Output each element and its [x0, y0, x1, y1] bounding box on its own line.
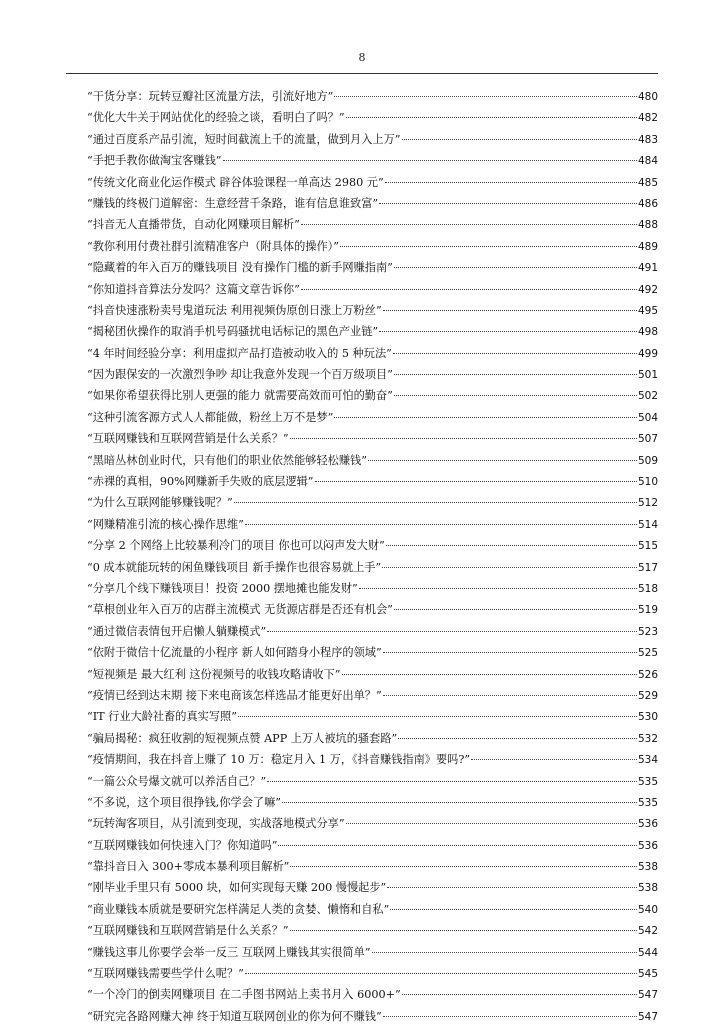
page-number: 8	[358, 51, 366, 64]
toc-dot-leader	[245, 973, 637, 974]
toc-entry-page-number: 525	[637, 647, 658, 660]
toc-entry-title: “依附于微信十亿流量的小程序 新人如何踏身小程序的领域”	[87, 646, 382, 660]
toc-entry-page-number: 544	[637, 946, 658, 959]
toc-entry[interactable]	[87, 877, 658, 898]
toc-entry-title: “互联网赚钱和互联网营销是什么关系？”	[87, 432, 289, 446]
toc-entry-page-number: 488	[637, 219, 658, 232]
toc-entry[interactable]	[87, 129, 658, 150]
toc-entry-page-number: 534	[637, 754, 658, 767]
toc-entry-page-number: 489	[637, 240, 658, 253]
toc-dot-leader	[394, 374, 637, 375]
toc-entry-title: “商业赚钱本质就是要研究怎样满足人类的贪婪、懒惰和自私”	[87, 902, 390, 916]
toc-entry-page-number: 501	[637, 369, 658, 382]
toc-dot-leader	[278, 845, 637, 846]
toc-dot-leader	[346, 823, 637, 824]
toc-entry-page-number: 526	[637, 668, 658, 681]
toc-entry[interactable]	[87, 621, 658, 642]
toc-entry[interactable]	[87, 835, 658, 856]
header-rule	[66, 73, 658, 74]
toc-dot-leader	[267, 631, 637, 632]
toc-entry-page-number: 530	[637, 711, 658, 724]
toc-dot-leader	[387, 887, 637, 888]
toc-entry[interactable]	[87, 578, 658, 599]
toc-entry[interactable]	[87, 514, 658, 535]
toc-dot-leader	[393, 353, 637, 354]
toc-dot-leader	[290, 438, 637, 439]
toc-entry-title: “互联网赚钱需要些学什么呢？”	[87, 967, 244, 981]
toc-entry-title: “因为跟保安的一次激烈争吵 却让我意外发现一个百万级项目”	[87, 368, 393, 382]
toc-entry[interactable]	[87, 535, 658, 556]
toc-entry[interactable]	[87, 300, 658, 321]
toc-entry[interactable]	[87, 792, 658, 813]
toc-entry-page-number: 517	[637, 561, 658, 574]
toc-entry-title: “为什么互联网能够赚钱呢？”	[87, 496, 233, 510]
toc-entry[interactable]	[87, 364, 658, 385]
toc-entry[interactable]	[87, 343, 658, 364]
toc-entry-page-number: 491	[637, 262, 658, 275]
toc-entry-title: “IT 行业大龄社畜的真实写照”	[87, 710, 237, 724]
toc-entry-page-number: 523	[637, 625, 658, 638]
toc-entry[interactable]	[87, 942, 658, 963]
toc-entry-page-number: 492	[637, 283, 658, 296]
toc-entry-page-number: 482	[637, 112, 658, 125]
toc-entry[interactable]	[87, 172, 658, 193]
toc-dot-leader	[359, 588, 637, 589]
toc-entry-title: “分享 2 个网络上比较暴利冷门的项目 你也可以闷声发大财”	[87, 539, 385, 553]
toc-entry-page-number: 515	[637, 540, 658, 553]
toc-entry[interactable]	[87, 599, 658, 620]
toc-entry[interactable]	[87, 407, 658, 428]
toc-entry[interactable]	[87, 856, 658, 877]
toc-entry[interactable]	[87, 706, 658, 727]
toc-entry[interactable]	[87, 813, 658, 834]
toc-entry-title: “刚毕业手里只有 5000 块，如何实现每天赚 200 慢慢起步”	[87, 881, 387, 895]
toc-entry-page-number: 480	[637, 91, 658, 103]
toc-dot-leader	[267, 781, 637, 782]
toc-dot-leader	[382, 567, 637, 568]
toc-entry[interactable]	[87, 279, 658, 300]
toc-dot-leader	[342, 674, 637, 675]
toc-entry-page-number: 545	[637, 968, 658, 981]
toc-entry-title: “教你利用付费社群引流精准客户（附具体的操作）”	[87, 239, 339, 253]
toc-entry-title: “你知道抖音算法分发吗？这篇文章告诉你”	[87, 282, 300, 296]
toc-entry[interactable]	[87, 920, 658, 941]
toc-dot-leader	[245, 524, 637, 525]
toc-entry[interactable]	[87, 107, 658, 128]
table-of-contents	[87, 86, 658, 1027]
toc-dot-leader	[372, 952, 637, 953]
toc-entry-page-number: 518	[637, 582, 658, 595]
toc-entry-title: “网赚精准引流的核心操作思维”	[87, 517, 244, 531]
toc-entry[interactable]	[87, 385, 658, 406]
toc-dot-leader	[383, 310, 637, 311]
toc-entry[interactable]	[87, 984, 658, 1005]
toc-entry-title: “草根创业年入百万的店群主流模式 无货源店群是否还有机会”	[87, 603, 393, 617]
toc-entry-title: “0 成本就能玩转的闲鱼赚钱项目 新手操作也很容易就上手”	[87, 560, 382, 574]
toc-entry-title: “赚钱这事儿你要学会举一反三 互联网上赚钱其实很简单”	[87, 945, 371, 959]
toc-entry-title: “这种引流客源方式人人都能做，粉丝上万不是梦”	[87, 410, 334, 424]
toc-dot-leader	[238, 716, 637, 717]
toc-dot-leader	[334, 96, 637, 97]
toc-dot-leader	[385, 182, 637, 183]
toc-entry-page-number: 542	[637, 925, 658, 938]
toc-entry-page-number: 486	[637, 197, 658, 210]
toc-entry-page-number: 514	[637, 518, 658, 531]
toc-entry-title: “抖音快速涨粉卖号鬼道玩法 利用视频伪原创日涨上万粉丝”	[87, 303, 382, 317]
toc-entry-title: “疫情已经到达末期 接下来电商该怎样选品才能更好出单？”	[87, 688, 382, 702]
toc-entry[interactable]	[87, 86, 658, 107]
toc-entry-title: “干货分享：玩转豆瓣社区流量方法，引流好地方”	[87, 90, 334, 103]
toc-entry[interactable]	[87, 428, 658, 449]
toc-entry-title: “疫情期间，我在抖音上赚了 10 万：稳定月入 1 万，《抖音赚钱指南》要吗?”	[87, 753, 471, 767]
toc-entry-title: “揭秘团伙操作的取消手机号码骚扰电话标记的黑色产业链”	[87, 325, 379, 339]
toc-entry[interactable]	[87, 963, 658, 984]
toc-entry-page-number: 538	[637, 861, 658, 874]
toc-dot-leader	[471, 759, 637, 760]
toc-dot-leader	[379, 203, 637, 204]
toc-entry[interactable]	[87, 492, 658, 513]
toc-entry[interactable]	[87, 214, 658, 235]
toc-entry-page-number: 547	[637, 989, 658, 1002]
toc-dot-leader	[383, 1016, 637, 1017]
toc-entry[interactable]	[87, 749, 658, 770]
toc-dot-leader	[223, 160, 637, 161]
toc-entry[interactable]	[87, 664, 658, 685]
toc-dot-leader	[346, 117, 637, 118]
toc-entry[interactable]	[87, 150, 658, 171]
toc-entry-title: “分享几个线下赚钱项目！投资 2000 摆地摊也能发财”	[87, 581, 358, 595]
toc-entry-title: “通过百度系产品引流，短时间截流上千的流量，做到月入上万”	[87, 132, 401, 146]
toc-dot-leader	[390, 909, 637, 910]
toc-entry-title: “研究完各路网赚大神 终于知道互联网创业的你为何不赚钱”	[87, 1009, 382, 1023]
toc-dot-leader	[386, 545, 637, 546]
toc-entry-page-number: 512	[637, 497, 658, 510]
toc-entry-title: “玩转淘客项目，从引流到变现，实战落地模式分享”	[87, 817, 345, 831]
toc-entry-page-number: 538	[637, 882, 658, 895]
toc-dot-leader	[383, 652, 637, 653]
toc-entry-page-number: 547	[637, 1010, 658, 1023]
toc-entry-title: “黑暗丛林创业时代，只有他们的职业依然能够轻松赚钱”	[87, 453, 367, 467]
toc-entry-title: “传统文化商业化运作模式 辟谷体验课程一单高达 2980 元”	[87, 175, 384, 189]
toc-entry-page-number: 499	[637, 347, 658, 360]
toc-entry-page-number: 495	[637, 304, 658, 317]
toc-dot-leader	[394, 395, 637, 396]
toc-entry[interactable]	[87, 642, 658, 663]
toc-entry-page-number: 509	[637, 454, 658, 467]
toc-dot-leader	[398, 738, 637, 739]
toc-dot-leader	[402, 994, 637, 995]
toc-entry-page-number: 510	[637, 476, 658, 489]
toc-dot-leader	[379, 331, 637, 332]
toc-entry-page-number: 498	[637, 326, 658, 339]
toc-dot-leader	[368, 460, 637, 461]
toc-entry-title: “优化大牛关于网站优化的经验之谈，看明白了吗？”	[87, 111, 345, 125]
toc-entry-page-number: 536	[637, 839, 658, 852]
toc-dot-leader	[234, 502, 637, 503]
toc-dot-leader	[383, 695, 637, 696]
toc-entry-title: “骗局揭秘：疯狂收割的短视频点赞 APP 上万人被坑的骚套路”	[87, 731, 398, 745]
toc-entry[interactable]	[87, 471, 658, 492]
toc-dot-leader	[282, 802, 637, 803]
toc-entry-page-number: 507	[637, 433, 658, 446]
toc-dot-leader	[290, 866, 637, 867]
toc-entry[interactable]	[87, 728, 658, 749]
toc-dot-leader	[301, 289, 637, 290]
toc-entry[interactable]	[87, 685, 658, 706]
toc-entry-page-number: 540	[637, 903, 658, 916]
toc-entry-page-number: 535	[637, 775, 658, 788]
toc-entry-page-number: 536	[637, 818, 658, 831]
toc-entry[interactable]	[87, 321, 658, 342]
toc-dot-leader	[394, 609, 637, 610]
toc-dot-leader	[340, 246, 637, 247]
toc-entry[interactable]	[87, 771, 658, 792]
toc-entry-title: “不多说，这个项目很挣钱,你学会了嘛”	[87, 795, 281, 809]
toc-dot-leader	[315, 481, 637, 482]
toc-entry-title: “4 年时间经验分享：利用虚拟产品打造被动收入的 5 种玩法”	[87, 346, 392, 360]
toc-dot-leader	[402, 139, 637, 140]
toc-entry[interactable]	[87, 193, 658, 214]
toc-entry-page-number: 535	[637, 796, 658, 809]
toc-entry-title: “抖音无人直播带货，自动化网赚项目解析”	[87, 218, 300, 232]
toc-entry-title: “手把手教你做淘宝客赚钱”	[87, 154, 222, 168]
toc-entry-title: “短视频是 最大红利 这份视频号的收钱攻略请收下”	[87, 667, 341, 681]
toc-entry[interactable]	[87, 257, 658, 278]
toc-entry-title: “通过微信表情包开启懒人躺赚模式”	[87, 624, 267, 638]
toc-entry-title: “一个冷门的倒卖网赚项目 在二手图书网站上卖书月入 6000+”	[87, 988, 401, 1002]
toc-entry-title: “一篇公众号爆文就可以养活自己？”	[87, 774, 267, 788]
toc-dot-leader	[334, 417, 637, 418]
toc-entry-title: “赤裸的真相，90%网赚新手失败的底层逻辑”	[87, 475, 314, 489]
toc-entry[interactable]	[87, 557, 658, 578]
toc-entry-title: “赚钱的终极门道解密：生意经营千条路，谁有信息谁致富”	[87, 196, 379, 210]
toc-entry-page-number: 504	[637, 411, 658, 424]
toc-dot-leader	[394, 267, 637, 268]
toc-entry-title: “互联网赚钱如何快速入门？你知道吗”	[87, 838, 278, 852]
toc-entry[interactable]	[87, 899, 658, 920]
toc-dot-leader	[301, 224, 637, 225]
toc-entry-page-number: 519	[637, 604, 658, 617]
toc-entry-page-number: 484	[637, 155, 658, 168]
toc-entry-page-number: 502	[637, 390, 658, 403]
toc-entry-title: “互联网赚钱和互联网营销是什么关系？”	[87, 924, 289, 938]
toc-dot-leader	[290, 930, 637, 931]
toc-entry-page-number: 483	[637, 133, 658, 146]
toc-entry-page-number: 485	[637, 176, 658, 189]
toc-entry-title: “隐藏着的年入百万的赚钱项目 没有操作门槛的新手网赚指南”	[87, 261, 393, 275]
toc-entry-page-number: 529	[637, 689, 658, 702]
toc-entry-title: “靠抖音日入 300+零成本暴利项目解析”	[87, 860, 290, 874]
toc-entry[interactable]	[87, 236, 658, 257]
toc-entry-title: “如果你希望获得比别人更强的能力 就需要高效而可怕的勤奋”	[87, 389, 393, 403]
toc-entry-page-number: 532	[637, 732, 658, 745]
toc-entry[interactable]	[87, 450, 658, 471]
